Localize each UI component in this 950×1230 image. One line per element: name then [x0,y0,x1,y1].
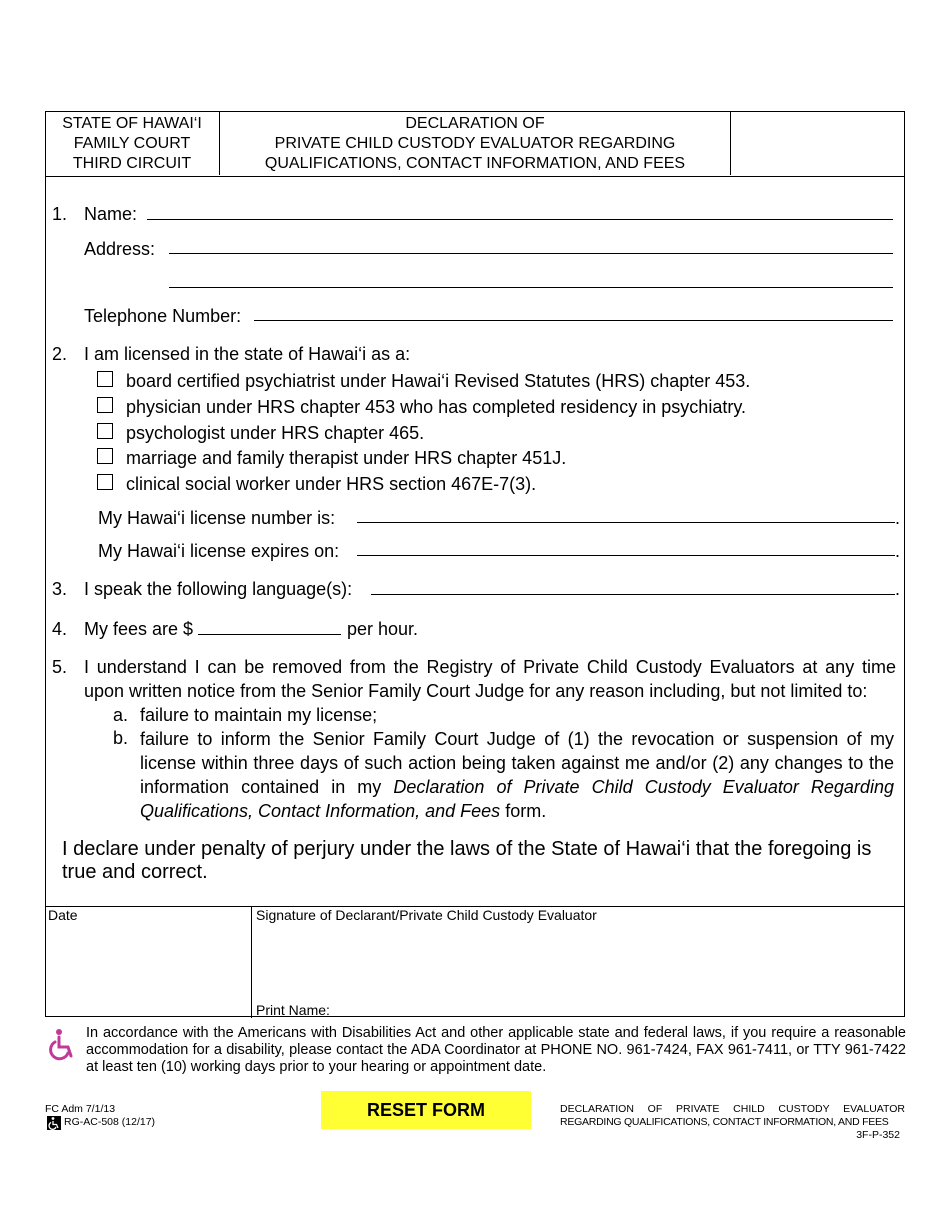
item-4-number: 4. [52,619,68,639]
license-number-field[interactable] [357,522,895,523]
language-field[interactable] [371,594,895,595]
court-circuit: THIRD CIRCUIT [72,155,192,172]
fees-suffix: per hour. [347,619,419,639]
name-label: Name: [84,204,138,224]
date-label: Date [48,907,78,923]
footer-form-code: FC Adm 7/1/13 [45,1103,116,1115]
ada-notice: In accordance with the Americans with Disabilities Act and other applicable state and federal laws, if you require a reasonable accommodation for a disability, please contact the ADA Coordinator at PHONE NO. 961-7424, FAX 961-7411, or TTY 961-7422 at least ten (10) working days prior to your hearing or appointment date. [86,1025,906,1075]
option-psychiatrist-label: board certified psychiatrist under Hawai‘i Revised Statutes (HRS) chapter 453. [126,371,751,391]
item-5b-label: b. [113,728,129,748]
license-number-period: . [895,508,901,528]
signature-label: Signature of Declarant/Private Child Custody Evaluator [256,907,597,923]
item-5-number: 5. [52,657,68,677]
ada-small-icon [47,1116,61,1130]
footer-rg-code: RG-AC-508 (12/17) [64,1116,156,1128]
case-number-box [731,111,903,175]
wheelchair-icon [46,1027,80,1061]
option-marriage-therapist-label: marriage and family therapist under HRS chapter 451J. [126,448,567,468]
footer-title-line1: DECLARATION OF PRIVATE CHILD CUSTODY EVALUATOR [560,1103,905,1115]
telephone-field[interactable] [254,320,893,321]
item-5b-end: form. [505,801,547,821]
checkbox-social-worker[interactable] [97,474,113,490]
license-expires-period: . [895,541,901,561]
checkbox-psychologist[interactable] [97,423,113,439]
checkbox-physician[interactable] [97,397,113,413]
license-expires-label: My Hawai‘i license expires on: [98,541,340,561]
language-label: I speak the following language(s): [84,579,353,599]
form-title-line1: DECLARATION OF [405,115,545,132]
fees-field[interactable] [198,634,341,635]
form-header [45,111,905,177]
footer-form-title [560,1103,905,1142]
court-name: FAMILY COURT [73,135,191,152]
item-2-number: 2. [52,344,68,364]
print-name-label: Print Name: [256,1002,330,1018]
print-name-field[interactable] [340,1000,900,1016]
footer-title-line2: REGARDING QUALIFICATIONS, CONTACT INFORMATION, AND FEES [560,1116,889,1128]
form-title-line3: QUALIFICATIONS, CONTACT INFORMATION, AND FEES [264,155,686,172]
court-info [45,111,220,175]
telephone-label: Telephone Number: [84,306,242,326]
date-field[interactable] [48,926,248,1014]
signature-divider [251,906,252,1018]
option-social-worker-label: clinical social worker under HRS section 467E-7(3). [126,474,537,494]
license-intro: I am licensed in the state of Hawai‘i as a: [84,344,411,364]
address-field-line2[interactable] [169,287,893,288]
name-field[interactable] [147,219,893,220]
footer-form-number: 3F-P-352 [856,1129,900,1141]
court-state: STATE OF HAWAI‘I [62,115,202,132]
item-5a-label: a. [113,705,129,725]
address-field-line1[interactable] [169,253,893,254]
license-number-label: My Hawai‘i license number is: [98,508,336,528]
form-title-line2: PRIVATE CHILD CUSTODY EVALUATOR REGARDING [274,135,676,152]
address-label: Address: [84,239,156,259]
item-1-number: 1. [52,204,68,224]
item-5a-text: failure to maintain my license; [140,705,378,725]
item-5b-body: failure to inform the Senior Family Court Judge of (1) the revocation or suspension of my license within three days of such action being taken against me and/or (2) any changes to the information contained in my [140,729,894,797]
checkbox-psychiatrist[interactable] [97,371,113,387]
reset-form-button[interactable]: RESET FORM [321,1091,531,1129]
license-expires-field[interactable] [357,555,895,556]
form-title [220,111,731,175]
option-psychologist-label: psychologist under HRS chapter 465. [126,423,425,443]
fees-label: My fees are $ [84,619,194,639]
item-5-text: I understand I can be removed from the Registry of Private Child Custody Evaluators at any time upon written notice from the Senior Family Court Judge for any reason including, but not limited to: [84,657,896,701]
signature-field[interactable] [256,926,901,996]
item-3-number: 3. [52,579,68,599]
item-5b-form-title: Declaration of Private Child Custody Evaluator Regarding Qualifications, Contact Information, and Fees [140,777,894,821]
option-physician-label: physician under HRS chapter 453 who has completed residency in psychiatry. [126,397,746,417]
perjury-declaration: I declare under penalty of perjury under the laws of the State of Hawai‘i that the foregoing is true and correct. [62,838,872,883]
language-period: . [895,579,901,599]
checkbox-marriage-therapist[interactable] [97,448,113,464]
item-5b-text [140,727,894,823]
